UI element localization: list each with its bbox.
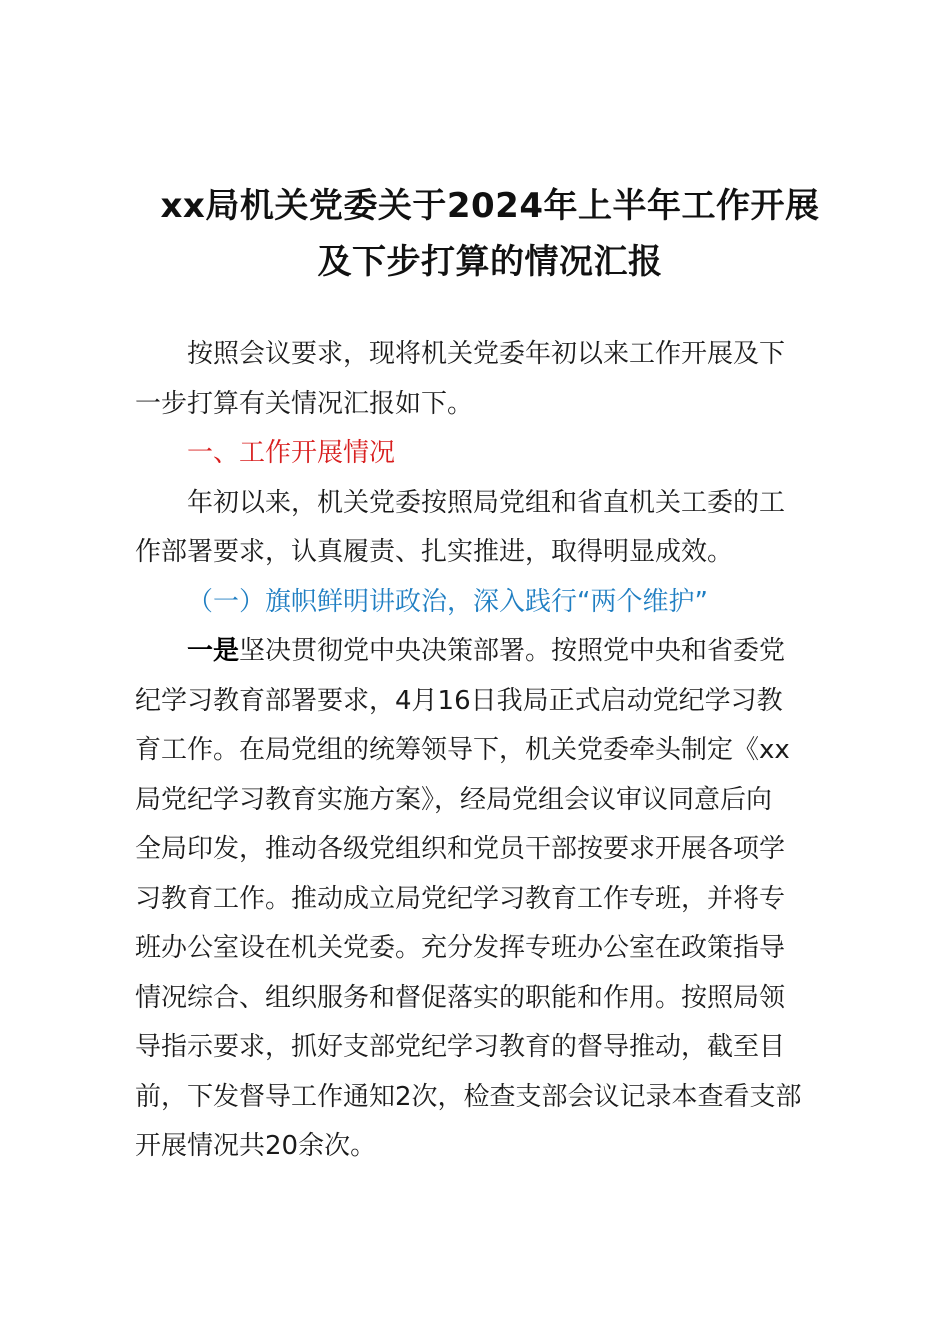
- section1-para-line-2: 作部署要求，认真履责、扎实推进，取得明显成效。: [135, 537, 734, 567]
- intro-line-2: 一步打算有关情况汇报如下。: [135, 388, 474, 419]
- subsection1-line-1-text: 坚决贯彻党中央决策部署。按照党中央和省委党: [239, 636, 786, 666]
- subsection1-line-7: 班办公室设在机关党委。充分发挥专班办公室在政策指导: [135, 933, 786, 963]
- subsection1-line-9: 导指示要求，抓好支部党纪学习教育的督导推动，截至目: [135, 1032, 786, 1062]
- subsection1-line-1: [135, 627, 855, 677]
- subsection1-line-2: 纪学习教育部署要求，4月16日我局正式启动党纪学习教: [135, 685, 783, 716]
- subsection1-line-11: 开展情况共20余次。: [135, 1131, 377, 1161]
- section-heading-1: 一、工作开展情况: [187, 438, 396, 468]
- title-line-2: 及下步打算的情况汇报: [317, 242, 663, 282]
- subsection1-line-6: 习教育工作。推动成立局党纪学习教育工作专班，并将专: [135, 883, 786, 914]
- subsection1-line-8: 情况综合、组织服务和督促落实的职能和作用。按照局领: [135, 982, 786, 1013]
- subsection1-line-4: 局党纪学习教育实施方案》，经局党组会议审议同意后向: [135, 784, 773, 815]
- document-title: [100, 178, 880, 290]
- subsection1-line-3: 育工作。在局党组的统筹领导下，机关党委牵头制定《xx: [135, 735, 790, 765]
- section1-para-line-1: 年初以来，机关党委按照局党组和省直机关工委的工: [187, 487, 786, 518]
- lead-marker: 一是: [187, 636, 240, 666]
- title-line-1: xx局机关党委关于2024年上半年工作开展: [160, 186, 820, 226]
- document-body: [135, 330, 855, 1172]
- subsection1-line-5: 全局印发，推动各级党组织和党员干部按要求开展各项学: [135, 834, 786, 864]
- subsection1-line-10: 前，下发督导工作通知2次，检查支部会议记录本查看支部: [135, 1081, 802, 1112]
- subsection-heading-1: （一）旗帜鲜明讲政治，深入践行“两个维护”: [187, 586, 708, 617]
- intro-line-1: 按照会议要求，现将机关党委年初以来工作开展及下: [187, 339, 786, 369]
